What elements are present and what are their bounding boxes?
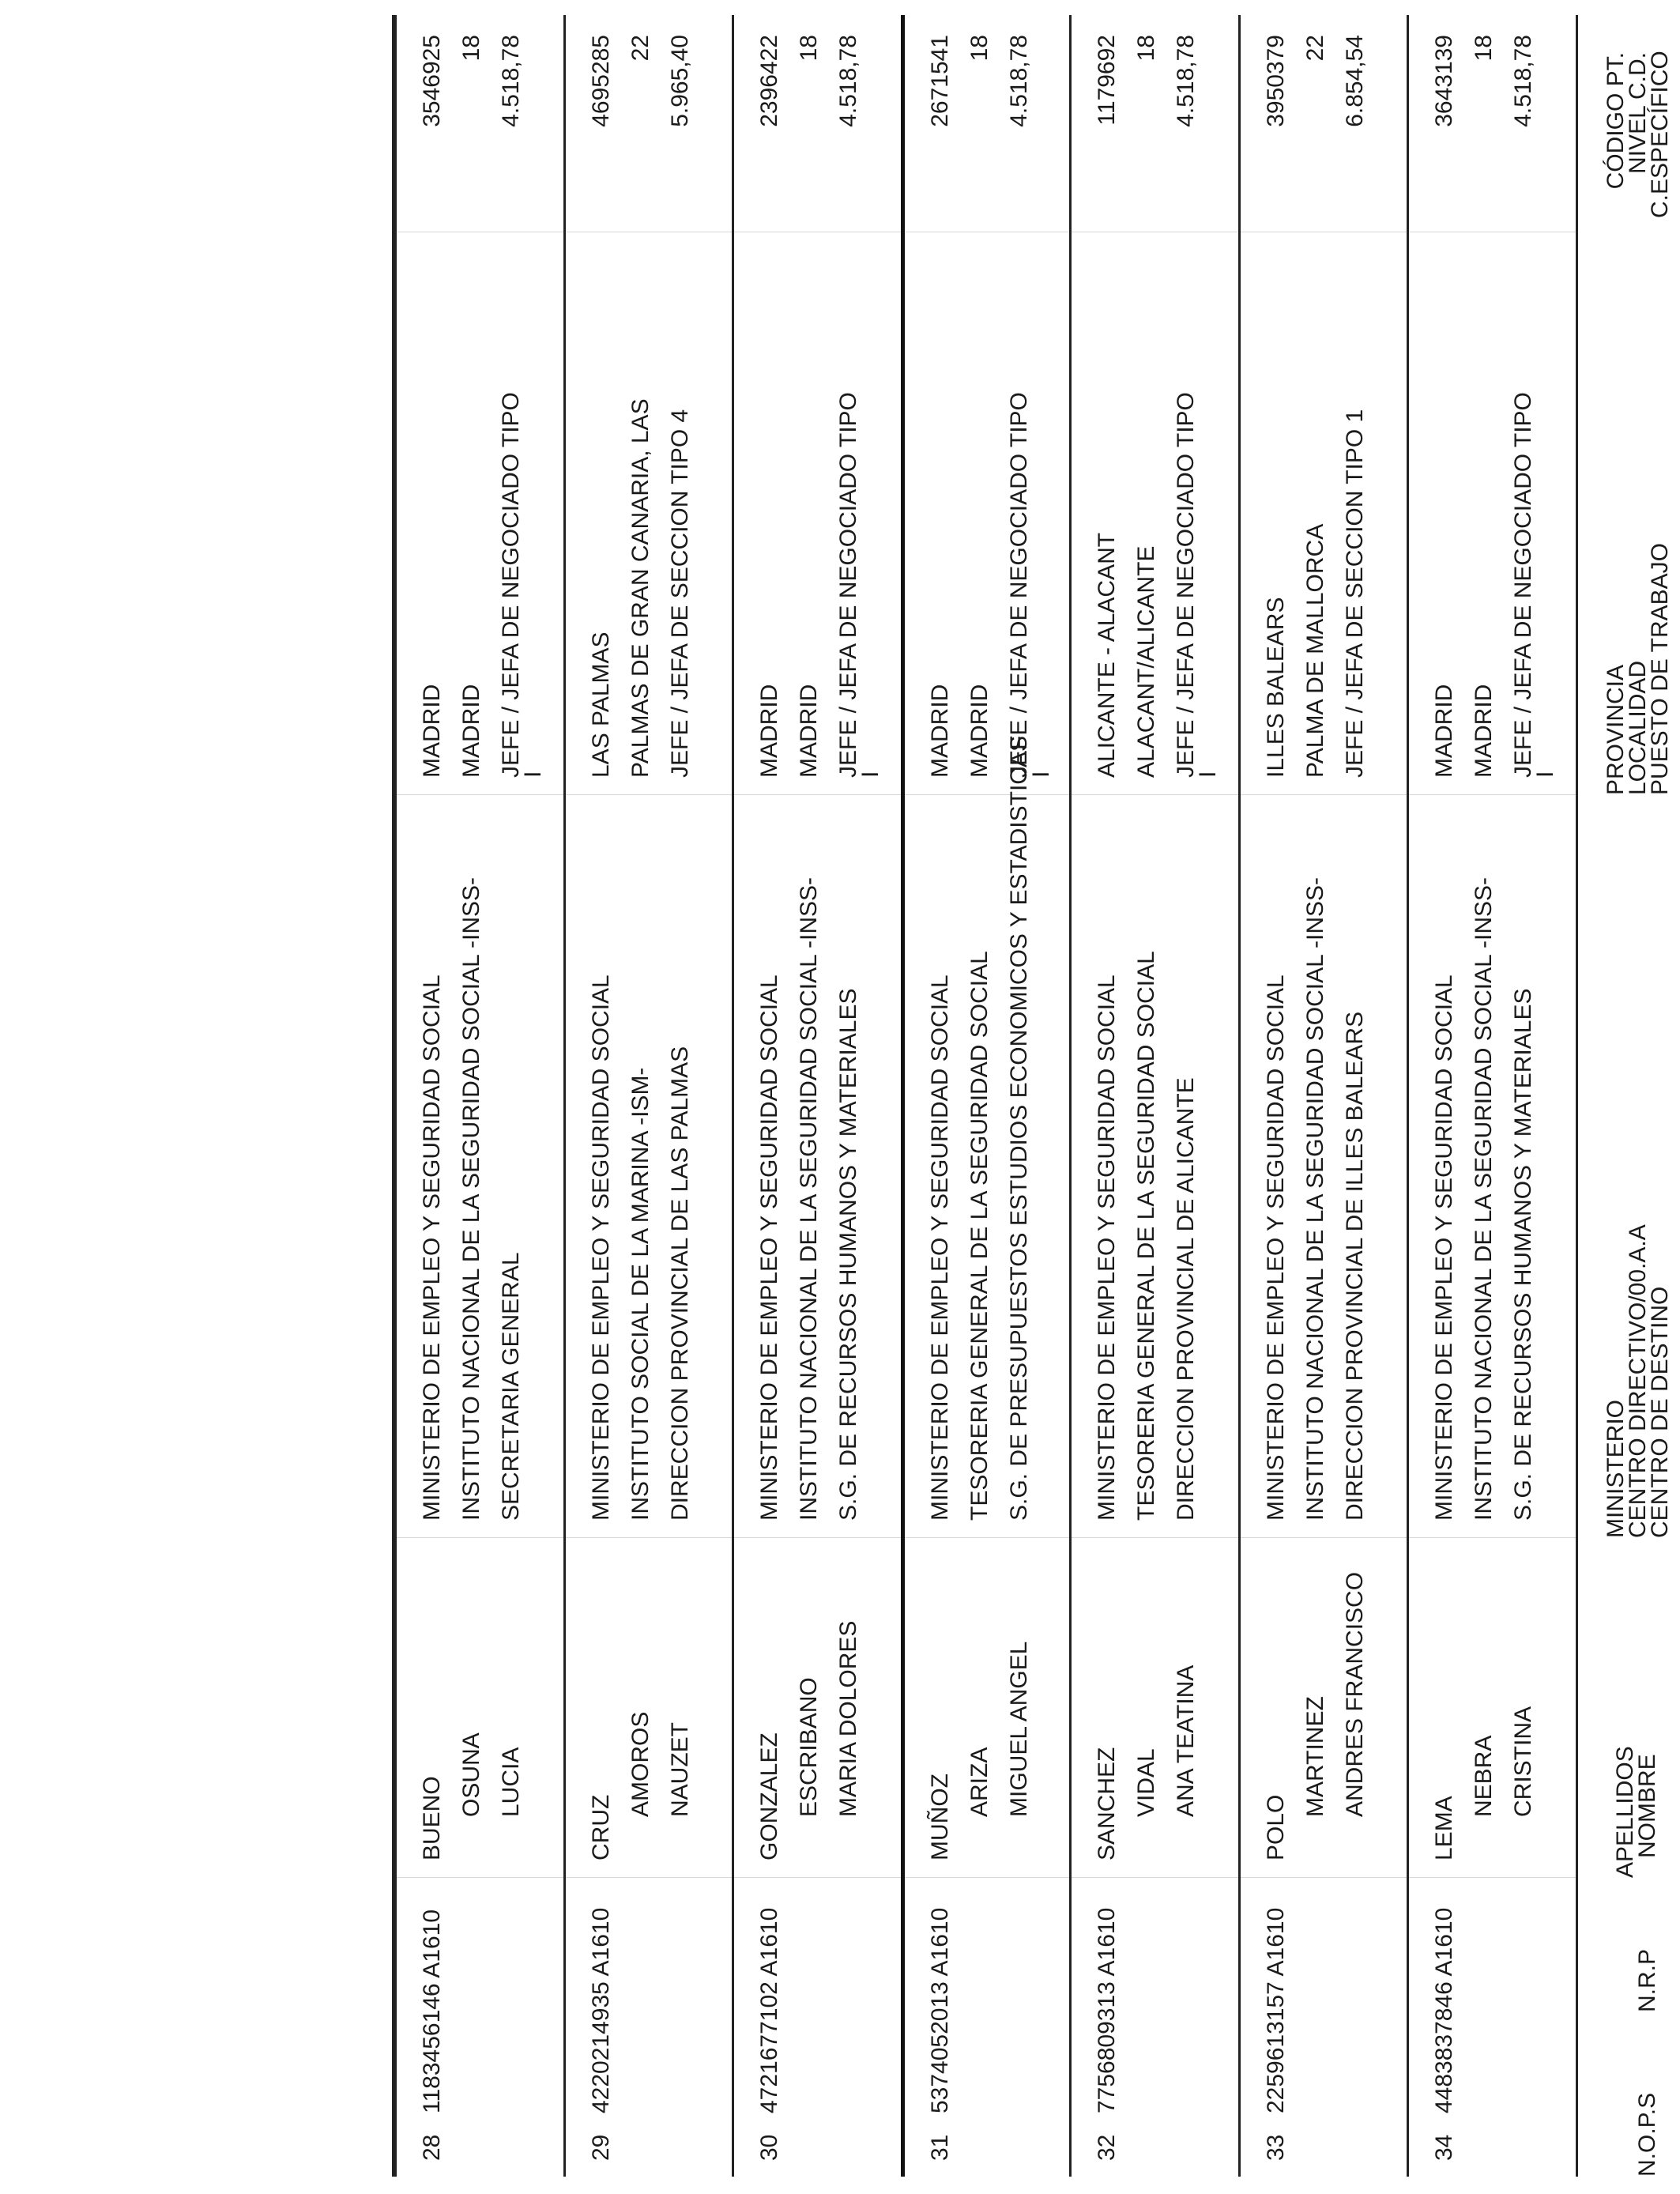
puesto-value: JEFE / JEFA DE NEGOCIADO TIPO xyxy=(1173,392,1200,778)
nivel-value: 22 xyxy=(627,35,654,62)
name-cell xyxy=(412,1732,531,1860)
centro-directivo-value: INSTITUTO NACIONAL DE LA SEGURIDAD SOCIAL -INSS- xyxy=(796,876,823,1521)
centro-cell xyxy=(1425,877,1543,1521)
puesto-continuation-value: I xyxy=(1027,771,1054,778)
centro-destino-value: S.G. DE RECURSOS HUMANOS Y MATERIALES xyxy=(835,988,862,1521)
centro-directivo-value: INSTITUTO NACIONAL DE LA SEGURIDAD SOCIAL -INSS- xyxy=(458,876,484,1521)
especifico-value: 4.518,78 xyxy=(1173,35,1200,127)
nrp-cell xyxy=(921,1908,960,2113)
codigo-value: 3950379 xyxy=(1262,35,1289,127)
centro-directivo-value: INSTITUTO NACIONAL DE LA SEGURIDAD SOCIAL -INSS- xyxy=(1301,876,1328,1521)
puesto-cell xyxy=(1087,392,1222,778)
header-ministerio-label: MINISTERIO xyxy=(1603,1399,1629,1538)
especifico-value: 6.854,54 xyxy=(1341,35,1368,127)
header-codigo xyxy=(1605,52,1671,218)
nrp-cell xyxy=(1425,1908,1464,2113)
nops-cell xyxy=(921,2135,960,2161)
table-row xyxy=(732,15,901,2177)
header-centro-directivo-label: CENTRO DIRECTIVO/00.A.A xyxy=(1625,1224,1651,1538)
puesto-continuation-value: I xyxy=(1195,771,1222,778)
nops-value: 29 xyxy=(587,2134,614,2161)
puesto-value: JEFE / JEFA DE SECCION TIPO 1 xyxy=(1341,409,1368,778)
centro-destino-value: DIRECCION PROVINCIAL DE ALICANTE xyxy=(1173,1077,1200,1521)
codigo-cell xyxy=(750,35,868,217)
header-nrp-label: N.R.P xyxy=(1634,1948,1660,2012)
header-nrp xyxy=(1634,1948,1660,2012)
apellido2-value: VIDAL xyxy=(1133,1748,1160,1817)
nops-cell xyxy=(1256,2135,1296,2161)
header-provincia-label: PROVINCIA xyxy=(1603,664,1629,795)
table-row xyxy=(394,15,563,2177)
centro-directivo-value: TESORERIA GENERAL DE LA SEGURIDAD SOCIAL xyxy=(1133,951,1160,1521)
provincia-value: ALICANTE - ALACANT xyxy=(1094,532,1121,778)
nivel-value: 18 xyxy=(1133,35,1160,62)
puesto-value: JEFE / JEFA DE NEGOCIADO TIPO xyxy=(1005,392,1032,778)
apellido1-value: GONZALEZ xyxy=(756,1732,783,1860)
apellido2-value: AMOROS xyxy=(627,1711,654,1817)
header-puesto-label: PUESTO DE TRABAJO xyxy=(1647,543,1673,795)
apellido1-value: BUENO xyxy=(419,1776,445,1860)
nivel-value: 22 xyxy=(1301,35,1328,62)
localidad-value: PALMAS DE GRAN CANARIA, LAS xyxy=(627,398,654,778)
nops-value: 33 xyxy=(1262,2134,1289,2161)
centro-destino-value: DIRECCION PROVINCIAL DE ILLES BALEARS xyxy=(1341,1011,1368,1521)
apellido2-value: NEBRA xyxy=(1471,1735,1497,1817)
header-name xyxy=(1614,1746,1659,1878)
table-row xyxy=(1407,15,1576,2177)
header-nivel-label: NIVEL C.D. xyxy=(1625,52,1651,174)
centro-directivo-value: TESORERIA GENERAL DE LA SEGURIDAD SOCIAL xyxy=(966,951,993,1521)
provincia-value: MADRID xyxy=(756,684,783,778)
localidad-value: MADRID xyxy=(1471,684,1497,778)
nops-value: 30 xyxy=(756,2134,783,2161)
localidad-value: ALACANT/ALICANTE xyxy=(1133,545,1160,778)
puesto-continuation-value: I xyxy=(1532,771,1559,778)
localidad-value: MADRID xyxy=(966,684,993,778)
nops-value: 34 xyxy=(1431,2134,1458,2161)
ministerio-value: MINISTERIO DE EMPLEO Y SEGURIDAD SOCIAL xyxy=(1262,974,1289,1521)
centro-cell xyxy=(750,877,868,1521)
nivel-value: 18 xyxy=(966,35,993,62)
nops-cell xyxy=(582,2135,621,2161)
centro-cell xyxy=(1087,951,1206,1521)
ministerio-value: MINISTERIO DE EMPLEO Y SEGURIDAD SOCIAL xyxy=(756,974,783,1521)
centro-destino-value: S.G. DE RECURSOS HUMANOS Y MATERIALES xyxy=(1510,988,1537,1521)
nops-cell xyxy=(1087,2135,1127,2161)
localidad-value: PALMA DE MALLORCA xyxy=(1301,523,1328,778)
codigo-cell xyxy=(1256,35,1375,217)
codigo-value: 1179692 xyxy=(1094,35,1121,126)
assignments-table xyxy=(392,15,1578,2177)
header-puesto xyxy=(1605,543,1671,795)
especifico-value: 4.518,78 xyxy=(1510,35,1537,127)
table-header xyxy=(1605,0,1680,2194)
nivel-value: 18 xyxy=(1471,35,1497,62)
nombre-value: LUCIA xyxy=(498,1747,524,1817)
especifico-value: 4.518,78 xyxy=(835,35,862,127)
nombre-value: MARIA DOLORES xyxy=(835,1620,862,1817)
puesto-cell xyxy=(412,392,546,778)
localidad-value: MADRID xyxy=(796,684,823,778)
puesto-cell xyxy=(750,392,884,778)
nombre-value: NAUZET xyxy=(666,1722,693,1817)
nrp-cell xyxy=(582,1908,621,2113)
codigo-cell xyxy=(1087,35,1206,217)
nops-cell xyxy=(750,2135,789,2161)
codigo-cell xyxy=(1425,35,1543,217)
nrp-value: 5374052013 A1610 xyxy=(926,1907,953,2113)
nrp-value: 7756809313 A1610 xyxy=(1094,1907,1121,2113)
nrp-value: 4220214935 A1610 xyxy=(587,1907,614,2113)
codigo-value: 4695285 xyxy=(587,35,614,127)
name-cell xyxy=(750,1621,868,1860)
header-centro xyxy=(1605,1224,1671,1538)
provincia-value: LAS PALMAS xyxy=(587,631,614,778)
ministerio-value: MINISTERIO DE EMPLEO Y SEGURIDAD SOCIAL xyxy=(419,974,445,1521)
ministerio-value: MINISTERIO DE EMPLEO Y SEGURIDAD SOCIAL xyxy=(587,974,614,1521)
puesto-cell xyxy=(1256,409,1386,778)
puesto-value: JEFE / JEFA DE NEGOCIADO TIPO xyxy=(498,392,524,778)
header-especifico-label: C.ESPECÍFICO xyxy=(1647,51,1673,218)
centro-cell xyxy=(582,974,700,1521)
nrp-cell xyxy=(412,1909,452,2113)
nops-value: 31 xyxy=(926,2134,953,2161)
puesto-cell xyxy=(582,398,711,778)
table-row xyxy=(1238,15,1407,2177)
provincia-value: MADRID xyxy=(1431,684,1458,778)
codigo-value: 3643139 xyxy=(1431,35,1458,127)
provincia-value: MADRID xyxy=(419,684,445,778)
provincia-value: ILLES BALEARS xyxy=(1262,597,1289,778)
puesto-continuation-value: I xyxy=(520,771,546,778)
centro-destino-value: SECRETARIA GENERAL xyxy=(498,1252,524,1521)
nrp-value: 1183456146 A1610 xyxy=(419,1909,445,2113)
especifico-value: 4.518,78 xyxy=(1005,35,1032,127)
nivel-value: 18 xyxy=(796,35,823,62)
centro-directivo-value: INSTITUTO NACIONAL DE LA SEGURIDAD SOCIAL -INSS- xyxy=(1471,876,1497,1521)
codigo-value: 2396422 xyxy=(756,35,783,127)
puesto-value: JEFE / JEFA DE SECCION TIPO 4 xyxy=(666,409,693,778)
codigo-cell xyxy=(921,35,1039,217)
codigo-value: 3546925 xyxy=(419,35,445,127)
header-nops-label: N.O.P.S xyxy=(1634,2092,1660,2177)
nombre-value: MIGUEL ANGEL xyxy=(1005,1641,1032,1817)
codigo-value: 2671541 xyxy=(926,35,953,127)
especifico-value: 5.965,40 xyxy=(666,35,693,127)
centro-cell xyxy=(1256,877,1375,1521)
ministerio-value: MINISTERIO DE EMPLEO Y SEGURIDAD SOCIAL xyxy=(926,974,953,1521)
name-cell xyxy=(582,1712,700,1860)
apellido1-value: POLO xyxy=(1262,1794,1289,1860)
puesto-value: JEFE / JEFA DE NEGOCIADO TIPO xyxy=(835,392,862,778)
apellido1-value: CRUZ xyxy=(587,1794,614,1860)
apellido2-value: OSUNA xyxy=(458,1732,484,1817)
name-cell xyxy=(1256,1572,1375,1860)
header-centro-destino-label: CENTRO DE DESTINO xyxy=(1647,1286,1673,1538)
nivel-value: 18 xyxy=(458,35,484,62)
puesto-value: JEFE / JEFA DE NEGOCIADO TIPO xyxy=(1510,392,1537,778)
nombre-value: ANA TEATINA xyxy=(1173,1664,1200,1817)
ministerio-value: MINISTERIO DE EMPLEO Y SEGURIDAD SOCIAL xyxy=(1431,974,1458,1521)
apellido2-value: ARIZA xyxy=(966,1747,993,1817)
header-localidad-label: LOCALIDAD xyxy=(1625,660,1651,795)
name-cell xyxy=(1087,1665,1206,1860)
provincia-value: MADRID xyxy=(926,684,953,778)
nrp-value: 4721677102 A1610 xyxy=(756,1907,783,2113)
apellido1-value: LEMA xyxy=(1431,1796,1458,1860)
nops-cell xyxy=(412,2135,452,2161)
ministerio-value: MINISTERIO DE EMPLEO Y SEGURIDAD SOCIAL xyxy=(1094,974,1121,1521)
puesto-continuation-value: I xyxy=(857,771,884,778)
header-apellidos-label: APELLIDOS xyxy=(1612,1746,1638,1878)
nrp-cell xyxy=(1256,1908,1296,2113)
centro-cell xyxy=(412,877,531,1521)
apellido1-value: SANCHEZ xyxy=(1094,1747,1121,1860)
nombre-value: CRISTINA xyxy=(1510,1706,1537,1817)
table-row xyxy=(1069,15,1238,2177)
nrp-value: 2259613157 A1610 xyxy=(1262,1907,1289,2113)
apellido1-value: MUÑOZ xyxy=(926,1774,953,1860)
codigo-cell xyxy=(582,35,700,217)
nops-value: 32 xyxy=(1094,2134,1121,2161)
nombre-value: ANDRES FRANCISCO xyxy=(1341,1571,1368,1817)
especifico-value: 4.518,78 xyxy=(498,35,524,127)
nrp-value: 4483837846 A1610 xyxy=(1431,1907,1458,2113)
table-row xyxy=(901,15,1070,2177)
header-nombre-label: NOMBRE xyxy=(1634,1754,1660,1858)
centro-directivo-value: INSTITUTO SOCIAL DE LA MARINA -ISM- xyxy=(627,1067,654,1521)
nrp-cell xyxy=(1087,1908,1127,2113)
header-nops xyxy=(1634,2092,1660,2177)
header-codigo-label: CÓDIGO PT. xyxy=(1603,52,1629,190)
puesto-cell xyxy=(1425,392,1559,778)
centro-destino-value: S.G. DE PRESUPUESTOS ESTUDIOS ECONOMICOS Y ESTADISTICAS xyxy=(1005,736,1032,1521)
centro-destino-value: DIRECCION PROVINCIAL DE LAS PALMAS xyxy=(666,1046,693,1521)
table-row xyxy=(563,15,733,2177)
puesto-cell xyxy=(921,392,1054,778)
name-cell xyxy=(921,1642,1039,1860)
nops-value: 28 xyxy=(419,2134,445,2161)
nrp-cell xyxy=(750,1908,789,2113)
localidad-value: MADRID xyxy=(458,684,484,778)
nops-cell xyxy=(1425,2135,1464,2161)
apellido2-value: MARTINEZ xyxy=(1301,1696,1328,1817)
centro-cell xyxy=(921,736,1039,1521)
apellido2-value: ESCRIBANO xyxy=(796,1677,823,1817)
codigo-cell xyxy=(412,35,531,217)
name-cell xyxy=(1425,1706,1543,1860)
